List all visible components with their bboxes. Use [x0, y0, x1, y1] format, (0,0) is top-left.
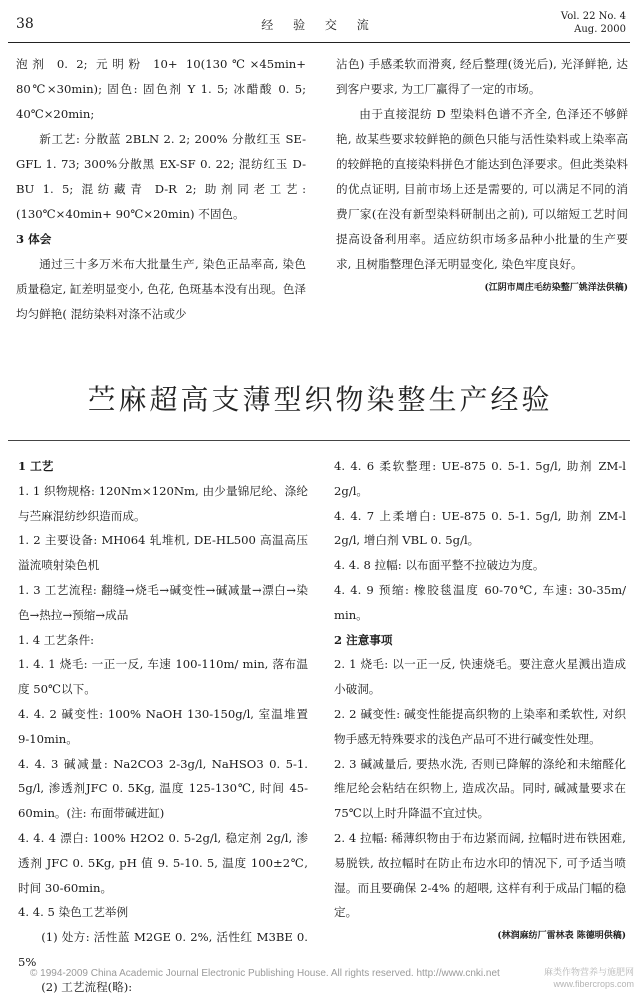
article-title: 苎麻超高支薄型织物染整生产经验 [87, 383, 553, 416]
volume-number: Vol. 22 No. 4 [560, 11, 626, 22]
page-number: 38 [16, 16, 34, 32]
author-credit: (江阴市周庄毛纺染整厂姚洋法供稿) [484, 283, 628, 293]
paragraph: 泡剂 0. 2; 元明粉 10+ 10(130℃×45min+ 80℃×30min); 固色: 固色剂 Y 1. 5; 冰醋酸 0. 5; 40℃×20min; [16, 57, 306, 121]
paragraph: 2. 3 碱减量后, 要热水洗, 否则已降解的涤纶和未缩醛化维尼纶会粘结在织物上, 造成次品。同时, 碱减量要求在 75℃以上时升降温不宜过快。 [334, 756, 626, 821]
paragraph: 4. 4. 9 预缩: 橡胶毯温度 60-70℃, 车速: 30-35m/ min。 [334, 582, 626, 622]
section-heading: 1 工艺 [18, 459, 54, 473]
top-left-column [16, 52, 306, 327]
paragraph: 2. 1 烧毛: 以一正一反, 快速烧毛。要注意火星溅出造成小破洞。 [334, 657, 626, 697]
paragraph: 1. 3 工艺流程: 翻缝→烧毛→碱变性→碱减量→漂白→染色→热拉→预缩→成品 [18, 582, 308, 622]
paragraph: 1. 1 织物规格: 120Nm×120Nm, 由少量锦尼纶、涤纶与苎麻混纺纱织造而成。 [18, 483, 308, 523]
bottom-left-column [18, 454, 308, 1000]
paragraph: 4. 4. 8 拉幅: 以布面平整不拉破边为度。 [334, 558, 545, 573]
divider [8, 440, 630, 441]
paragraph: 1. 4 工艺条件: [18, 632, 95, 647]
watermark [544, 966, 634, 990]
issue-date: Aug. 2000 [574, 24, 626, 35]
paragraph: 由于直接混纺 D 型染料色谱不齐全, 色泽还不够鲜艳, 故某些要求较鲜艳的颜色只能与活性染料或上染率高的较鲜艳的直接染料拼色才能达到色泽要求。但此类染料的优点证明, 目前市场上还是需要的, 可以满足不同的消费厂家(在没有新型染料研制出之前), 可以缩短工艺时间提高设备利用率。适应纺织市场多品种小批量的生产要求, 且树脂整理色泽无明显变化, 染色牢度良好。 [336, 107, 628, 271]
section-heading: 2 注意事项 [334, 632, 393, 647]
watermark-url: www.fibercrops.com [553, 979, 634, 989]
copyright-footer: © 1994-2009 China Academic Journal Electronic Publishing House. All rights reserved. http://www.cnki.net [30, 968, 500, 979]
paragraph: 4. 4. 5 染色工艺举例 [18, 905, 129, 920]
section-heading: 3 体会 [16, 232, 52, 246]
paragraph: 新工艺: 分散蓝 2BLN 2. 2; 200% 分散红玉 SE-GFL 1. 73; 300%分散黑 EX-SF 0. 22; 混纺红玉 D-BU 1. 5; 混纺藏青 D-R 2; 助剂同老工艺: (130℃×40min+ 90℃×20min) 不固色。 [16, 132, 306, 221]
paragraph: 2. 4 拉幅: 稀薄织物由于布边紧而阔, 拉幅时进布铁困难, 易脱铁, 故拉幅时在防止布边水印的情况下, 可予适当喷湿。而且要确保 2-4% 的超喂, 这样有利于成品门幅的稳定。 [334, 830, 626, 920]
paragraph: 4. 4. 4 漂白: 100% H2O2 0. 5-2g/l, 稳定剂 2g/l, 渗透剂 JFC 0. 5Kg, pH 值 9. 5-10. 5, 温度 100±2℃, 时间 30-60min。 [18, 830, 308, 895]
paragraph: 4. 4. 3 碱减量: Na2CO3 2-3g/l, NaHSO3 0. 5-1. 5g/l, 渗透剂JFC 0. 5Kg, 温度 125-130℃, 时间 45-60min。(注: 布面带碱进缸) [18, 756, 308, 821]
journal-section: 经 验 交 流 [261, 18, 377, 32]
watermark-text: 麻类作物营养与施肥网 [543, 967, 634, 977]
page-header [8, 8, 630, 43]
volume-info [561, 10, 626, 36]
paragraph: 沾色) 手感柔软而滑爽, 经后整理(烫光后), 光泽鲜艳, 达到客户要求, 为工厂赢得了一定的市场。 [336, 57, 628, 96]
top-right-column [336, 52, 628, 299]
paragraph: 通过三十多万米布大批量生产, 染色正品率高, 染色质量稳定, 缸差明显变小, 色花, 色斑基本没有出现。色泽均匀鲜艳( 混纺染料对涤不沾或少 [16, 257, 306, 321]
bottom-right-column [334, 454, 626, 947]
author-credit: (林润麻纺厂雷林表 陈德明供稿) [497, 931, 626, 942]
paragraph: (2) 工艺流程(略): [41, 979, 133, 994]
paragraph: (1) 处方: 活性蓝 M2GE 0. 2%, 活性红 M3BE 0. 5% [18, 930, 308, 969]
paragraph: 4. 4. 2 碱变性: 100% NaOH 130-150g/l, 室温堆置 9-10min。 [18, 706, 308, 746]
paragraph: 1. 4. 1 烧毛: 一正一反, 车速 100-110m/ min, 落布温度 50℃以下。 [18, 657, 308, 697]
paragraph: 4. 4. 6 柔软整理: UE-875 0. 5-1. 5g/l, 助剂 ZM-l 2g/l。 [334, 459, 626, 498]
paragraph: 2. 2 碱变性: 碱变性能提高织物的上染率和柔软性, 对织物手感无特殊要求的浅色产品可不进行碱变性处理。 [334, 706, 626, 746]
paragraph: 1. 2 主要设备: MH064 轧堆机, DE-HL500 高温高压溢流喷射染色机 [18, 533, 308, 573]
paragraph: 4. 4. 7 上柔增白: UE-875 0. 5-1. 5g/l, 助剂 ZM-l 2g/l, 增白剂 VBL 0. 5g/l。 [334, 508, 626, 548]
